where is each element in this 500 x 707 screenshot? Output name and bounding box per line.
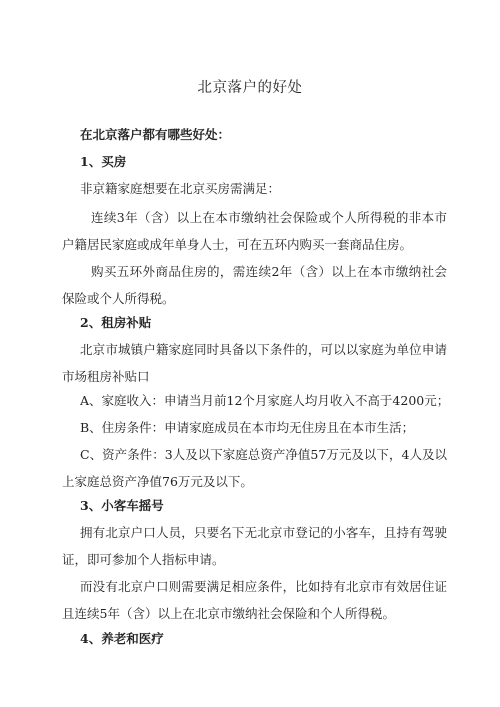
car-lottery-paragraph-1: 拥有北京户口人员，只要名下无北京市登记的小客车，且持有驾驶证，即可参加个人指标申请。	[62, 525, 447, 567]
document-title: 北京落户的好处	[197, 80, 303, 96]
rent-subsidy-condition-b: B、住房条件：申请家庭成员在本市均无住房且在本市生活；	[80, 420, 415, 435]
section-heading-buy-house: 1、买房	[80, 154, 127, 169]
intro-heading: 在北京落户都有哪些好处：	[80, 127, 231, 142]
car-lottery-paragraph-2: 而没有北京户口则需要满足相应条件，比如持有北京市有效居住证且连续5年（含）以上在北京市缴纳社会保险和个人所得税。	[62, 579, 447, 621]
buy-house-paragraph-1: 连续3年（含）以上在本市缴纳社会保险或个人所得税的非本市户籍居民家庭或成年单身人士，可在五环内购买一套商品住房。	[62, 210, 447, 252]
rent-subsidy-condition-a: A、家庭收入：申请当月前12个月家庭人均月收入不高于4200元；	[80, 393, 450, 408]
rent-subsidy-paragraph: 北京市城镇户籍家庭同时具备以下条件的，可以以家庭为单位申请市场租房补贴口	[62, 342, 447, 384]
buy-house-lead: 非京籍家庭想要在北京买房需满足：	[80, 181, 281, 196]
section-heading-rent-subsidy: 2、租房补贴	[80, 315, 152, 330]
rent-subsidy-condition-c: C、资产条件：3人及以下家庭总资产净值57万元及以下，4人及以上家庭总资产净值76万元及以下。	[62, 447, 447, 489]
section-heading-pension-medical: 4、养老和医疗	[80, 631, 164, 646]
section-heading-car-lottery: 3、小客车摇号	[80, 498, 164, 513]
buy-house-paragraph-2: 购买五环外商品住房的，需连续2年（含）以上在本市缴纳社会保险或个人所得税。	[62, 264, 447, 306]
